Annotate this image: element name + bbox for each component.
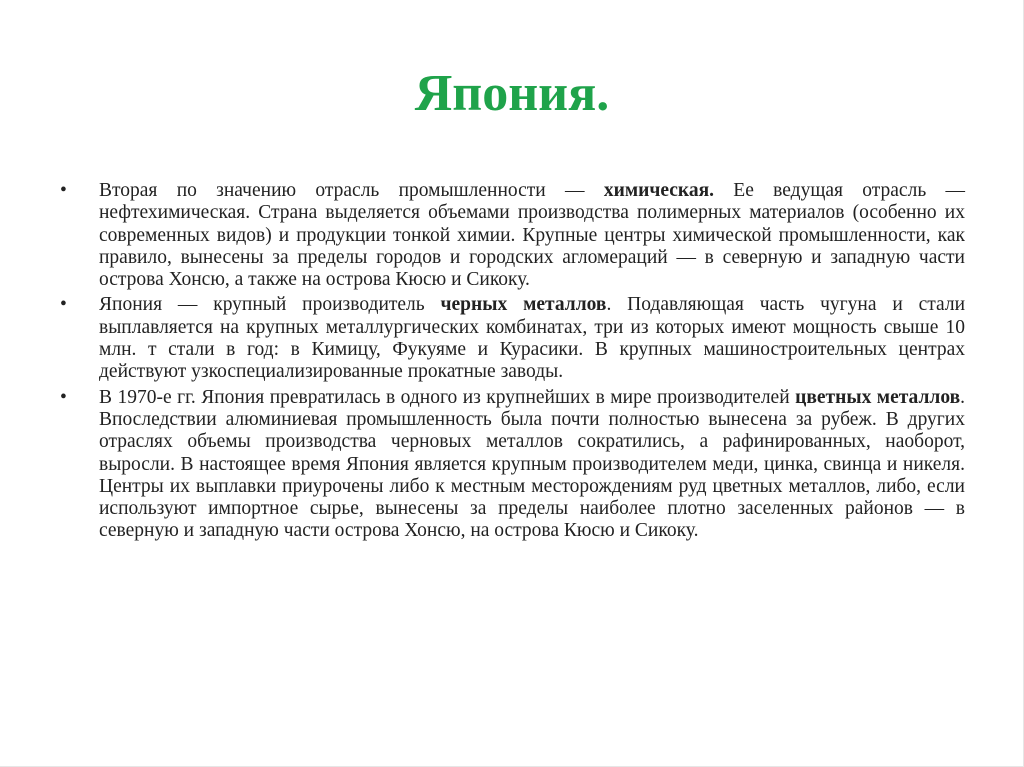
paragraph-text: Ее ведущая отрасль — нефтехимическая. Страна выделяется объемами производства полимерных материалов (особенно их современных видов) и продукции тонкой химии. Крупные центры химической промышленности, как правило, вынесены за пределы городов и городских агломераций — в северную и западную части острова Хонсю, а также на острова Кюсю и Сикоку. [99, 180, 966, 291]
paragraph-text: Япония — крупный производитель [99, 294, 441, 316]
slide-body [60, 180, 965, 546]
paragraph-bold-term: цветных металлов [795, 386, 961, 408]
bullet-list [60, 180, 965, 543]
bullet-icon: • [60, 294, 67, 316]
paragraph-text: . Впоследствии алюминиевая промышленность была почти полностью вынесена за рубеж. В других отраслях объемы производства черновых металлов сократились, а рафинированных, наоборот, выросли. В настоящее время Япония является крупным производителем меди, цинка, свинца и никеля. Центры их выплавки приурочены либо к местным месторождениям руд цветных металлов, либо, если используют импортное сырье, вынесены за пределы наиболее плотно заселенных районов — в северную и западную части острова Хонсю, на острова Кюсю и Сикоку. [99, 386, 966, 542]
bullet-icon: • [60, 180, 67, 201]
bullet-icon: • [60, 386, 67, 408]
slide-title: Япония. [414, 65, 610, 122]
paragraph-bold-term: химическая. [603, 180, 715, 201]
paragraph-text: . Подавляющая часть чугуна и стали выплавляется на крупных металлургических комбинатах, три из которых имеют мощность свыше 10 млн. т стали в год: в Кимицу, Фукуяме и Курасики. В крупных машиностроительных центрах действуют узкоспециализированные прокатные заводы. [99, 294, 965, 383]
paragraph-text: Вторая по значению отрасль промышленности — [99, 180, 604, 201]
paragraph-bold-term: черных металлов [440, 294, 607, 316]
bullet-item-chemical-industry [60, 180, 965, 291]
paragraph-text: В 1970-е гг. Япония превратилась в одного из крупнейших в мире производителей [99, 386, 796, 408]
bullet-item-ferrous-metals [60, 294, 965, 383]
bullet-item-nonferrous-metals [60, 387, 965, 543]
